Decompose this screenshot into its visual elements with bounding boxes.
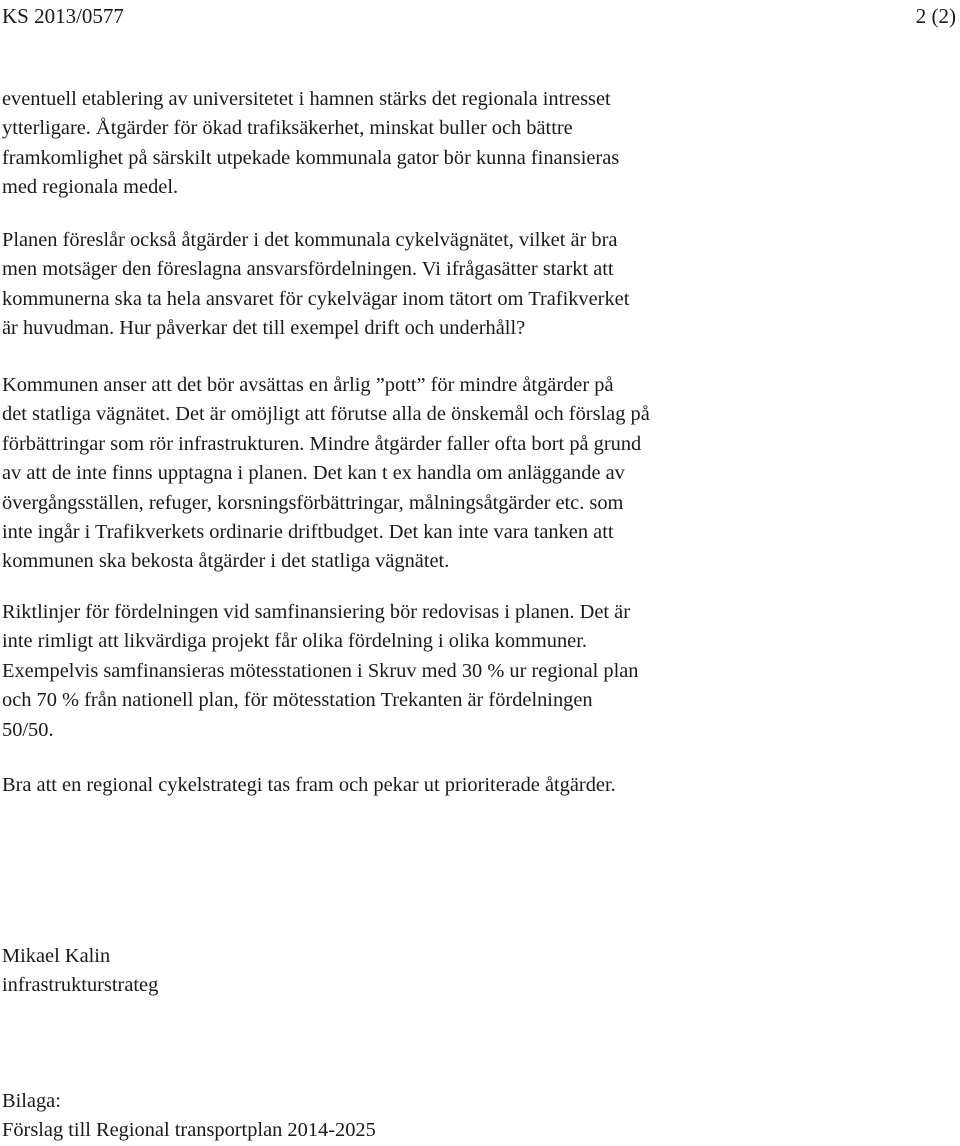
attachment-label: Bilaga: [2,1090,61,1112]
paragraph-line: Exempelvis samfinansieras mötesstationen i Skruv med 30 % ur regional plan [2,659,639,682]
paragraph-line: kommunen ska bekosta åtgärder i det statliga vägnätet. [2,550,450,573]
paragraph-line: är huvudman. Hur påverkar det till exempel drift och underhåll? [2,317,526,340]
document-reference: KS 2013/0577 [2,4,124,28]
paragraph-line: inte rimligt att likvärdiga projekt får olika fördelning i olika kommuner. [2,630,587,653]
paragraph-3 [2,371,952,577]
paragraph-line: Planen föreslår också åtgärder i det kommunala cykelvägnätet, vilket är bra [2,229,618,251]
paragraph-line: men motsäger den föreslagna ansvarsfördelningen. Vi ifrågasätter starkt att [2,258,614,281]
paragraph-line: förbättringar som rör infrastrukturen. Mindre åtgärder faller ofta bort på grund [2,432,642,455]
paragraph-line: Kommunen anser att det bör avsättas en årlig ”pott” för mindre åtgärder på [2,374,614,396]
page-number: 2 (2) [915,4,956,28]
attachment-item: Förslag till Regional transportplan 2014-2025 [2,1119,376,1142]
paragraph-line: 50/50. [2,718,54,741]
signature-block [2,942,952,1001]
paragraph-line: inte ingår i Trafikverkets ordinarie driftbudget. Det kan inte vara tanken att [2,521,614,544]
paragraph-line: det statliga vägnätet. Det är omöjligt att förutse alla de önskemål och förslag på [2,403,650,426]
paragraph-4 [2,598,952,745]
page-header [0,2,956,32]
paragraph-line: av att de inte finns upptagna i planen. Det kan t ex handla om anläggande av [2,462,625,485]
paragraph-line: Riktlinjer för fördelningen vid samfinansiering bör redovisas i planen. Det är [2,601,630,623]
signature-name: Mikael Kalin [2,945,111,967]
paragraph-line: Bra att en regional cykelstrategi tas fram och pekar ut prioriterade åtgärder. [2,774,616,796]
paragraph-line: ytterligare. Åtgärder för ökad trafiksäkerhet, minskat buller och bättre [2,117,573,140]
paragraph-line: med regionala medel. [2,176,179,199]
paragraph-5 [2,771,952,800]
signature-title: infrastrukturstrateg [2,974,159,997]
paragraph-2 [2,226,952,344]
paragraph-line: och 70 % från nationell plan, för mötesstation Trekanten är fördelningen [2,689,593,712]
attachment-block [2,1087,952,1146]
paragraph-line: eventuell etablering av universitetet i hamnen stärks det regionala intresset [2,88,611,110]
paragraph-line: kommunerna ska ta hela ansvaret för cykelvägar inom tätort om Trafikverket [2,287,630,310]
paragraph-line: framkomlighet på särskilt utpekade kommunala gator bör kunna finansieras [2,146,620,169]
paragraph-line: övergångsställen, refuger, korsningsförbättringar, målningsåtgärder etc. som [2,491,624,514]
paragraph-1 [2,85,952,203]
